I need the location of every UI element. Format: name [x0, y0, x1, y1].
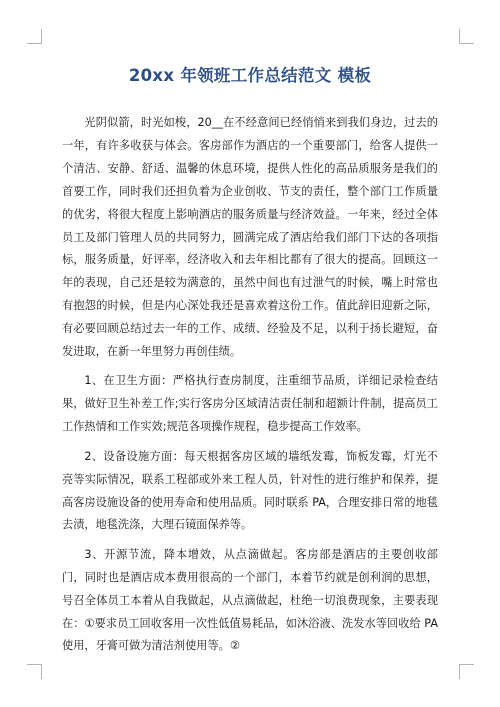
document-body [62, 112, 438, 665]
crop-mark-bottom-right [459, 664, 474, 679]
hygiene-paragraph: 1、在卫生方面：严格执行查房制度，注重细节品质，详细记录检查结果，做好卫生补差工作;实行客房分区域清洁责任制和超额计件制，提高员工工作热情和工作实效;规范各项操作规程，稳步提高工作效率。 [62, 374, 438, 434]
intro-paragraph: 光阴似箭，时光如梭，20__在不经意间已经悄悄来到我们身边，过去的一年，有许多收获与体会。客房部作为酒店的一个重要部门，给客人提供一个清洁、安静、舒适、温馨的休息环境，提供人性化的高品质服务是我们的首要工作，同时我们还担负着为企业创收、节支的责任，整个部门工作质量的优劣，将很大程度上影响酒店的服务质量与经济效益。一年来，经过全体员工及部门管理人员的共同努力，圆满完成了酒店给我们部门下达的各项指标，服务质量，好评率，经济收入和去年相比都有了很大的提高。回顾这一年的表现，自己还是较为满意的，虽然中间也有过泄气的时候，嘴上时常也有抱怨的时候，但是内心深处我还是喜欢着这份工作。值此辞旧迎新之际，有必要回顾总结过去一年的工作、成绩、经验及不足，以利于扬长避短，奋发进取，在新一年里努力再创佳绩。 [62, 116, 438, 359]
crop-mark-top-right [459, 29, 474, 44]
document-title: 20xx 年领班工作总结范文 模板 [128, 66, 372, 85]
crop-mark-top-left [27, 29, 42, 44]
facilities-paragraph: 2、设备设施方面：每天根据客房区域的墙纸发霉，饰板发霉，灯光不亮等实际情况，联系工程部或外来工程人员，针对性的进行维护和保养，提高客房设施设备的使用寿命和使用品质。同时联系 PA，合理安排日常的地毯去渍，地毯洗涤，大理石镜面保养等。 [62, 449, 438, 532]
cost-saving-paragraph: 3、开源节流，降本增效，从点滴做起。客房部是酒店的主要创收部门，同时也是酒店成本费用很高的一个部门，本着节约就是创利润的思想，号召全体员工本着从自我做起，从点滴做起，杜绝一切浪费现象，主要表现在：①要求员工回收客用一次性低值易耗品，如沐浴液、洗发水等回收给 PA 使用，牙膏可做为清洁剂使用等。② [62, 547, 438, 653]
crop-mark-bottom-left [27, 664, 42, 679]
